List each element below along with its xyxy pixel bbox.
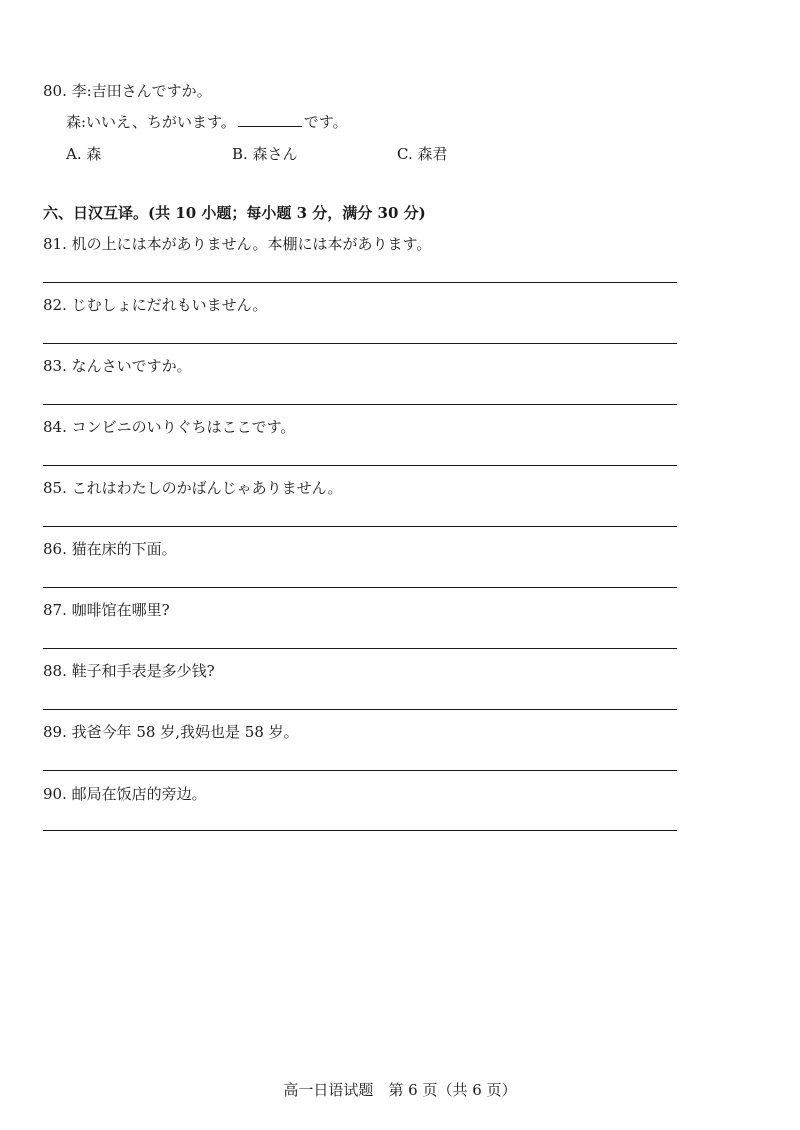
- question-80-prompt: 80. 李:吉田さんですか。: [43, 82, 212, 100]
- option-c: C. 森君: [397, 145, 448, 163]
- question-80-response-text: 森:いいえ、ちがいます。: [66, 113, 236, 131]
- question-84: 84. コンビニのいりぐちはここです。: [43, 418, 296, 436]
- question-82: 82. じむしょにだれもいません。: [43, 296, 268, 314]
- answer-line-90[interactable]: [43, 830, 677, 831]
- question-90: 90. 邮局在饭店的旁边。: [43, 785, 207, 803]
- answer-line-87[interactable]: [43, 648, 677, 649]
- page-footer: 高一日语试题 第 6 页（共 6 页）: [283, 1081, 517, 1099]
- question-86: 86. 猫在床的下面。: [43, 540, 177, 558]
- question-81: 81. 机の上には本がありません。本棚には本があります。: [43, 235, 432, 253]
- question-83: 83. なんさいですか。: [43, 357, 192, 375]
- question-85: 85. これはわたしのかばんじゃありません。: [43, 479, 343, 497]
- answer-line-89[interactable]: [43, 770, 677, 771]
- question-87: 87. 咖啡馆在哪里?: [43, 601, 170, 619]
- question-89: 89. 我爸今年 58 岁,我妈也是 58 岁。: [43, 723, 299, 741]
- question-80-response-suffix: です。: [303, 113, 348, 131]
- section-heading: 六、日汉互译。(共 10 小题；每小题 3 分，满分 30 分): [43, 204, 426, 222]
- question-80-response: [66, 112, 348, 132]
- answer-line-83[interactable]: [43, 404, 677, 405]
- answer-blank[interactable]: [238, 112, 302, 127]
- answer-line-86[interactable]: [43, 587, 677, 588]
- answer-line-85[interactable]: [43, 526, 677, 527]
- answer-line-84[interactable]: [43, 465, 677, 466]
- option-b: B. 森さん: [232, 145, 298, 163]
- answer-line-88[interactable]: [43, 709, 677, 710]
- option-a: A. 森: [66, 145, 102, 163]
- answer-line-81[interactable]: [43, 282, 677, 283]
- answer-line-82[interactable]: [43, 343, 677, 344]
- question-88: 88. 鞋子和手表是多少钱?: [43, 662, 215, 680]
